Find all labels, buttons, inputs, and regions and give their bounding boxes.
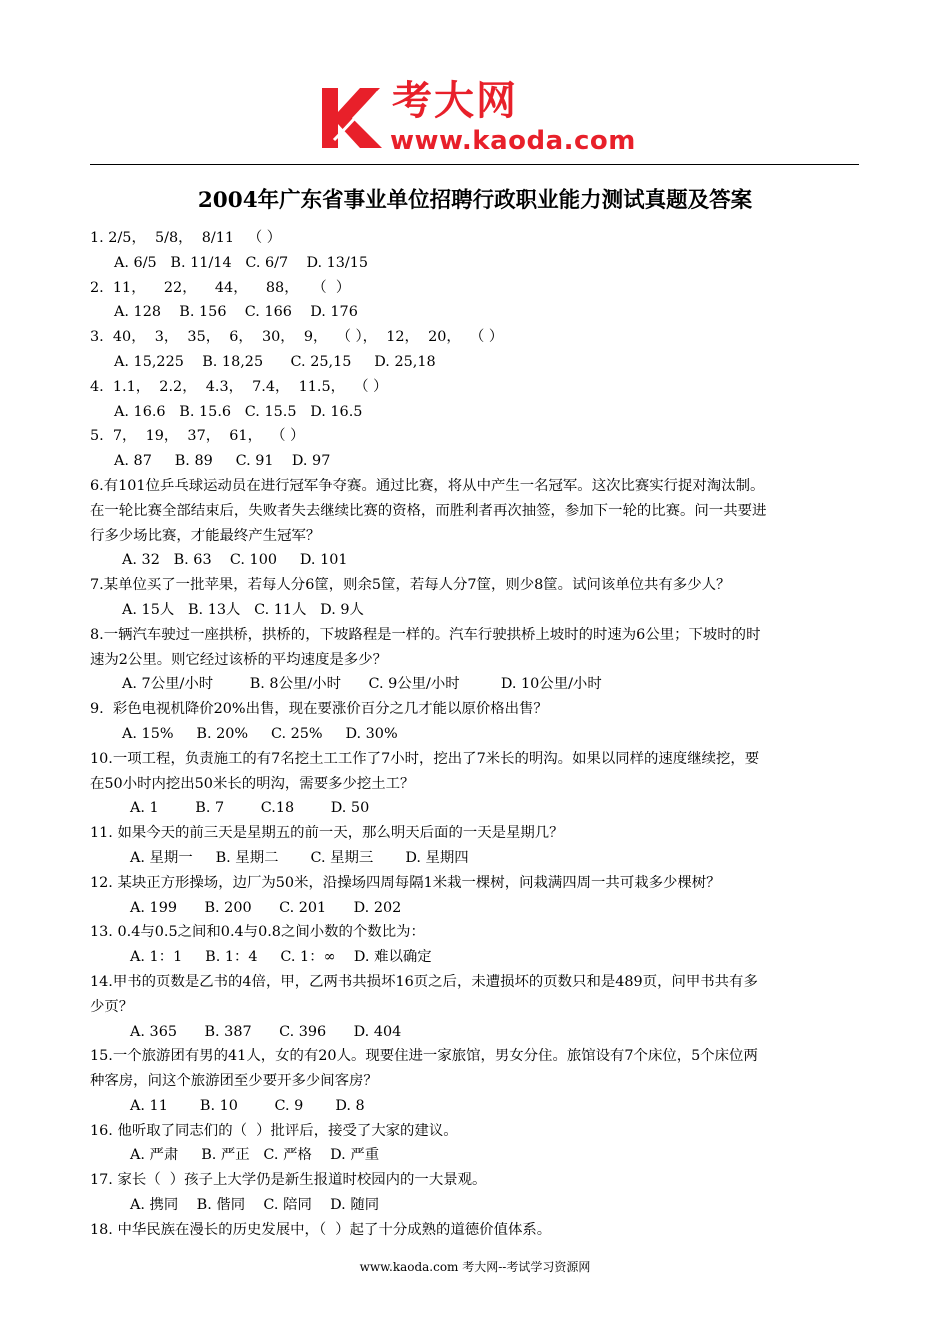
answer-options: A. 16.6 B. 15.6 C. 15.5 D. 16.5 [114,403,363,420]
page-footer: www.kaoda.com 考大网--考试学习资源网 [359,1260,591,1274]
answer-options: A. 11 B. 10 C. 9 D. 8 [130,1097,365,1114]
answer-options: A. 1：1 B. 1：4 C. 1：∞ D. 难以确定 [130,949,432,966]
answer-options: A. 星期一 B. 星期二 C. 星期三 D. 星期四 [130,849,469,866]
question-text: 16. 他听取了同志们的（ ）批评后，接受了大家的建议。 [90,1122,458,1139]
answer-options: A. 87 B. 89 C. 91 D. 97 [114,453,331,470]
answer-options: A. 15,225 B. 18,25 C. 25,15 D. 25,18 [114,353,436,370]
answer-options: A. 15% B. 20% C. 25% D. 30% [122,725,398,742]
header-divider [90,164,859,165]
answer-options: A. 6/5 B. 11/14 C. 6/7 D. 13/15 [114,254,369,271]
question-text: 在一轮比赛全部结束后，失败者失去继续比赛的资格，而胜利者再次抽签，参加下一轮的比赛。问一共要进 [90,502,767,519]
logo-url: www.kaoda.com [390,126,636,156]
answer-options: A. 199 B. 200 C. 201 D. 202 [130,899,402,916]
answer-options: A. 32 B. 63 C. 100 D. 101 [122,552,348,569]
question-text: 7.某单位买了一批苹果，若每人分6筐，则余5筐，若每人分7筐，则少8筐。试问该单位共有多少人？ [90,577,731,594]
question-text: 2. 11， 22， 44， 88， （ ） [90,279,351,296]
question-text: 6.有101位乒乓球运动员在进行冠军争夺赛。通过比赛，将从中产生一名冠军。这次比赛实行捉对淘汰制。 [90,477,765,494]
document-title: 2004年广东省事业单位招聘行政职业能力测试真题及答案 [197,188,753,213]
question-list [90,226,862,1243]
question-text: 速为2公里。则它经过该桥的平均速度是多少？ [90,651,387,668]
question-text: 5. 7， 19， 37， 61， （ ） [90,428,305,445]
answer-options: A. 7公里/小时 B. 8公里/小时 C. 9公里/小时 D. 10公里/小时 [122,676,602,693]
question-text: 行多少场比赛，才能最终产生冠军？ [90,527,321,544]
answer-options: A. 严肃 B. 严正 C. 严格 D. 严重 [130,1147,380,1164]
question-text: 17. 家长（ ）孩子上大学仍是新生报道时校园内的一大景观。 [90,1172,487,1189]
question-text: 3. 40， 3， 35， 6， 30， 9， （ ）， 12， 20， （ ） [90,329,504,346]
question-text: 9. 彩色电视机降价20%出售，现在要涨价百分之几才能以原价格出售？ [90,701,548,718]
question-text: 12. 某块正方形操场，边厂为50米，沿操场四周每隔1米栽一棵树，问栽满四周一共可栽多少棵树？ [90,874,721,891]
question-text: 10.一项工程，负责施工的有7名挖土工工作了7小时，挖出了7米长的明沟。如果以同样的速度继续挖，要 [90,750,760,767]
logo-k-mark [318,82,388,152]
question-text: 1. 2/5， 5/8， 8/11 （ ） [90,230,282,246]
question-text: 8.一辆汽车驶过一座拱桥，拱桥的，下坡路程是一样的。汽车行驶拱桥上坡时的时速为6公里；下坡时的时 [90,626,761,643]
kaoda-logo [318,78,648,162]
answer-options: A. 1 B. 7 C.18 D. 50 [130,800,370,817]
question-text: 14.甲书的页数是乙书的4倍，甲，乙两书共损坏16页之后，未遭损坏的页数只和是489页，问甲书共有多 [90,973,758,990]
question-text: 15.一个旅游团有男的41人，女的有20人。现要住进一家旅馆，男女分住。旅馆设有7个床位，5个床位两 [90,1048,758,1065]
question-text: 在50小时内挖出50米长的明沟，需要多少挖土工？ [90,775,415,792]
answer-options: A. 128 B. 156 C. 166 D. 176 [114,304,358,321]
question-text: 11. 如果今天的前三天是星期五的前一天，那么明天后面的一天是星期几？ [90,825,564,842]
answer-options: A. 携同 B. 偕同 C. 陪同 D. 随同 [130,1197,380,1214]
question-text: 种客房，问这个旅游团至少要开多少间客房？ [90,1073,378,1090]
question-text: 4. 1.1， 2.2， 4.3， 7.4， 11.5， （ ） [90,378,388,395]
answer-options: A. 15人 B. 13人 C. 11人 D. 9人 [122,601,364,618]
answer-options: A. 365 B. 387 C. 396 D. 404 [130,1023,402,1040]
question-text: 18. 中华民族在漫长的历史发展中，（ ）起了十分成熟的道德价值体系。 [90,1221,552,1238]
question-text: 13. 0.4与0.5之间和0.4与0.8之间小数的个数比为： [90,924,425,941]
question-text: 少页？ [90,998,134,1015]
logo-chinese-name: 考大网 [392,78,518,124]
